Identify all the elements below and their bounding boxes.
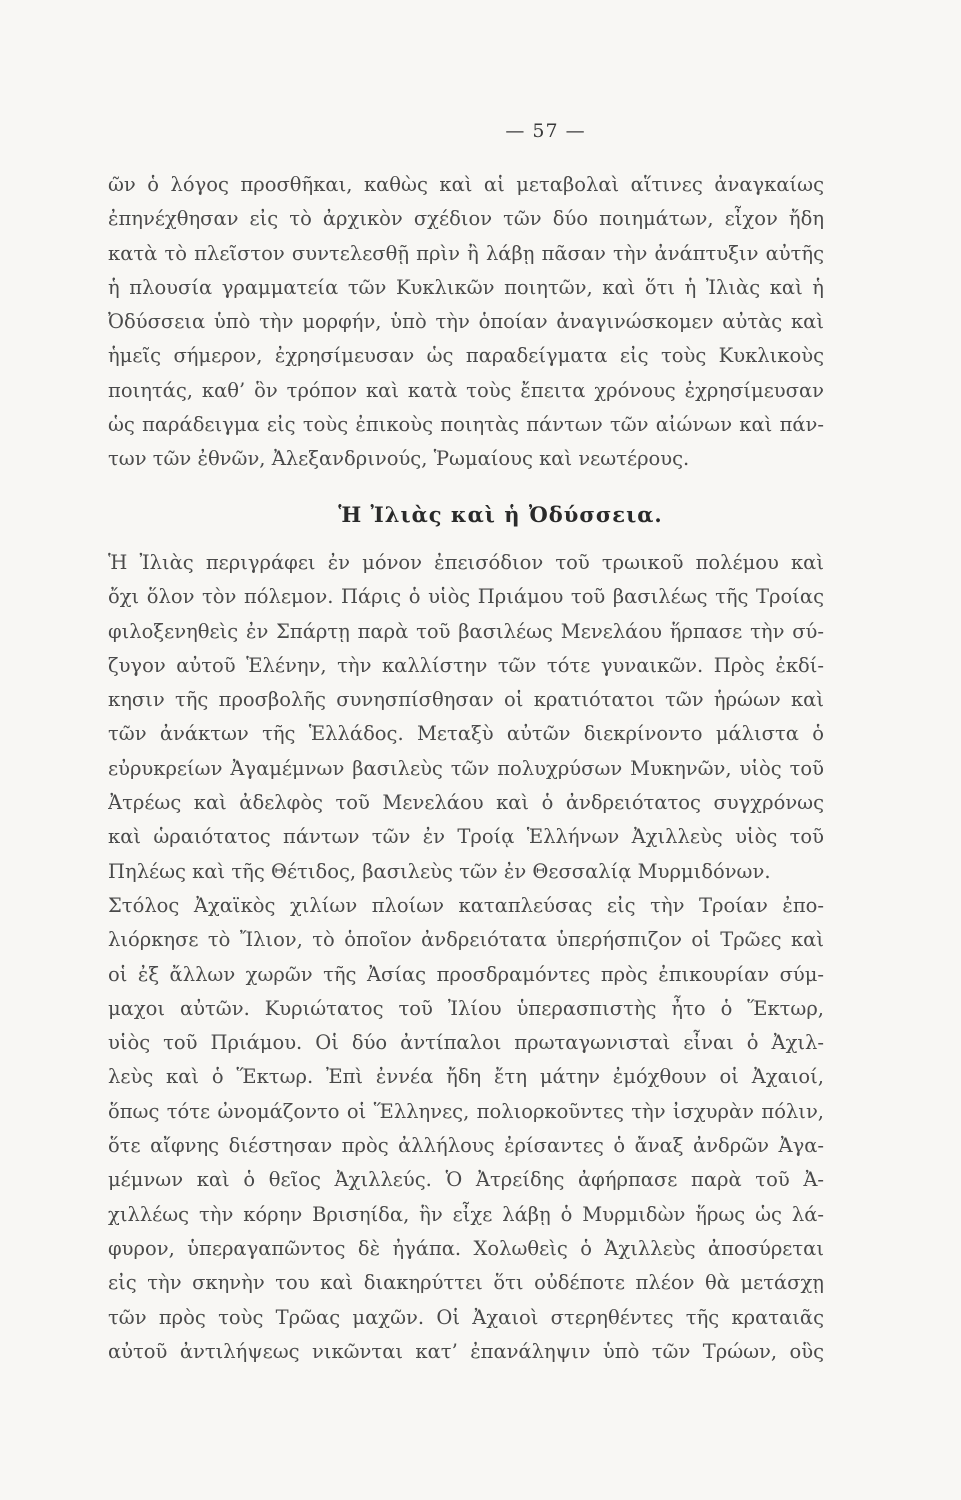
text-line: ὅτε αἴφνης διέστησαν πρὸς ἀλλήλους ἐρίσαντες ὁ ἄναξ ἀνδρῶν Ἀγα- [108, 1134, 824, 1158]
text-line: ὄχι ὅλον τὸν πόλεμον. Πάρις ὁ υἱὸς Πριάμου τοῦ βασιλέως τῆς Τροίας [108, 585, 824, 609]
text-line: φυρον, ὑπεραγαπῶντος δὲ ἠγάπα. Χολωθεὶς ὁ Ἀχιλλεὺς ἀποσύρεται [108, 1236, 824, 1260]
text-line: ποιητάς, καθ’ ὃν τρόπον καὶ κατὰ τοὺς ἔπειτα χρόνους ἐχρησίμευσαν [108, 378, 824, 402]
text-line: κατὰ τὸ πλεῖστον συντελεσθῇ πρὶν ἢ λάβῃ πᾶσαν τὴν ἀνάπτυξιν αὐτῆς [108, 241, 824, 265]
text-line: οἱ ἐξ ἄλλων χωρῶν τῆς Ἀσίας προσδραμόντες πρὸς ἐπικουρίαν σύμ- [108, 962, 824, 986]
page-number: — 57 — [505, 120, 586, 142]
text-line: των τῶν ἐθνῶν, Ἀλεξανδρινούς, Ῥωμαίους καὶ νεωτέρους. [108, 447, 690, 471]
text-line: χιλλέως τὴν κόρην Βρισηίδα, ἣν εἶχε λάβῃ ὁ Μυρμιδὼν ἥρως ὡς λά- [108, 1202, 824, 1226]
text-line: Πηλέως καὶ τῆς Θέτιδος, βασιλεὺς τῶν ἐν Θεσσαλίᾳ Μυρμιδόνων. [108, 859, 771, 883]
paragraph-1 [108, 168, 824, 477]
text-line: μαχοι αὐτῶν. Κυριώτατος τοῦ Ἰλίου ὑπερασπιστὴς ἦτο ὁ Ἕκτωρ, [108, 996, 824, 1020]
text-line: ζυγον αὐτοῦ Ἑλένην, τὴν καλλίστην τῶν τότε γυναικῶν. Πρὸς ἐκδί- [108, 653, 824, 677]
text-line: Ὀδύσσεια ὑπὸ τὴν μορφήν, ὑπὸ τὴν ὁποίαν ἀναγινώσκομεν αὐτὰς καὶ [108, 310, 824, 334]
text-line: ὅπως τότε ὠνομάζοντο οἱ Ἕλληνες, πολιορκοῦντες τὴν ἰσχυρὰν πόλιν, [108, 1099, 824, 1123]
text-line: κησιν τῆς προσβολῆς συνησπίσθησαν οἱ κρατιότατοι τῶν ἡρώων καὶ [108, 688, 824, 712]
text-line: ἐπηνέχθησαν εἰς τὸ ἀρχικὸν σχέδιον τῶν δύο ποιημάτων, εἶχον ἤδη [108, 207, 824, 231]
text-line: ἡ πλουσία γραμματεία τῶν Κυκλικῶν ποιητῶν, καὶ ὅτι ἡ Ἰλιὰς καὶ ἡ [108, 275, 824, 299]
text-line: ὡς παράδειγμα εἰς τοὺς ἐπικοὺς ποιητὰς πάντων τῶν αἰώνων καὶ πάν- [108, 413, 824, 437]
text-line: ἡμεῖς σήμερον, ἐχρησίμευσαν ὡς παραδείγματα εἰς τοὺς Κυκλικοὺς [108, 344, 824, 368]
text-line: φιλοξενηθεὶς ἐν Σπάρτῃ παρὰ τοῦ βασιλέως Μενελάου ἥρπασε τὴν σύ- [108, 619, 824, 643]
text-line: αὐτοῦ ἀντιλήψεως νικῶνται κατ’ ἐπανάληψιν ὑπὸ τῶν Τρώων, οὓς [108, 1339, 824, 1363]
text-line: εἰς τὴν σκηνὴν του καὶ διακηρύττει ὅτι οὐδέποτε πλέον θὰ μετάσχῃ [108, 1271, 824, 1295]
text-line: Ἡ Ἰλιὰς περιγράφει ἐν μόνον ἐπεισόδιον τοῦ τρωικοῦ πολέμου καὶ [108, 551, 824, 574]
text-line: καὶ ὡραιότατος πάντων τῶν ἐν Τροίᾳ Ἑλλήνων Ἀχιλλεὺς υἱὸς τοῦ [108, 825, 824, 849]
section-heading: Ἡ Ἰλιὰς καὶ ἡ Ὀδύσσεια. [338, 502, 663, 527]
text-line: λιόρκησε τὸ Ἴλιον, τὸ ὁποῖον ἀνδρειότατα ὑπερήσπιζον οἱ Τρῶες καὶ [108, 928, 824, 952]
text-line: τῶν πρὸς τοὺς Τρῶας μαχῶν. Οἱ Ἀχαιοὶ στερηθέντες τῆς κραταιᾶς [108, 1305, 824, 1329]
text-line: Στόλος Ἀχαϊκὸς χιλίων πλοίων καταπλεύσας εἰς τὴν Τροίαν ἐπο- [108, 893, 824, 917]
text-line: λεὺς καὶ ὁ Ἕκτωρ. Ἐπὶ ἐννέα ἤδη ἔτη μάτην ἐμόχθουν οἱ Ἀχαιοί, [108, 1065, 824, 1089]
text-line: τῶν ἀνάκτων τῆς Ἑλλάδος. Μεταξὺ αὐτῶν διεκρίνοντο μάλιστα ὁ [108, 722, 824, 746]
text-line: εὐρυκρείων Ἀγαμέμνων βασιλεὺς τῶν πολυχρύσων Μυκηνῶν, υἱὸς τοῦ [108, 756, 824, 780]
text-line: Ἀτρέως καὶ ἀδελφὸς τοῦ Μενελάου καὶ ὁ ἀνδρειότατος συγχρόνως [108, 791, 824, 815]
paragraph-2 [108, 546, 824, 1369]
text-line: υἱὸς τοῦ Πριάμου. Οἱ δύο ἀντίπαλοι πρωταγωνισταὶ εἶναι ὁ Ἀχιλ- [108, 1031, 824, 1055]
text-line: μέμνων καὶ ὁ θεῖος Ἀχιλλεύς. Ὁ Ἀτρείδης ἀφήρπασε παρὰ τοῦ Ἀ- [108, 1168, 824, 1192]
text-line: ῶν ὁ λόγος προσθῆκαι, καθὼς καὶ αἱ μεταβολαὶ αἵτινες ἀναγκαίως [108, 173, 824, 196]
